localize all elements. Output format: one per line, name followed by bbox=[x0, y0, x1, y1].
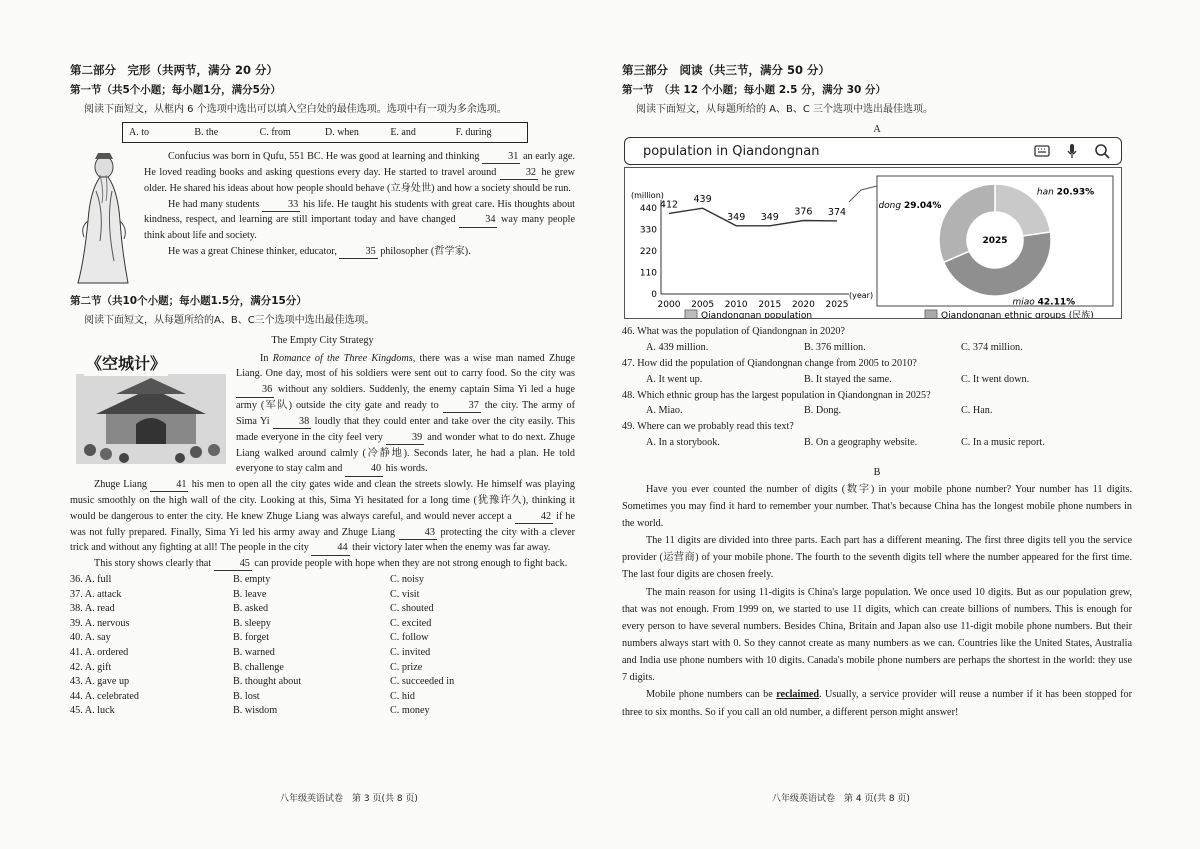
choice-39a[interactable]: 39. A. nervous bbox=[70, 617, 130, 629]
q47-option-b[interactable]: B. It stayed the same. bbox=[804, 373, 892, 385]
choice-41b[interactable]: B. warned bbox=[233, 647, 275, 658]
data-label: 349 bbox=[760, 212, 779, 224]
choice-41a[interactable]: 41. A. ordered bbox=[70, 647, 129, 658]
x-tick-label: 2000 bbox=[657, 300, 681, 311]
q47-option-a[interactable]: A. It went up. bbox=[646, 373, 703, 385]
q46-option-a[interactable]: A. 439 million. bbox=[646, 342, 709, 354]
choice-40b[interactable]: B. forget bbox=[233, 632, 270, 644]
choice-36b[interactable]: B. empty bbox=[233, 574, 271, 586]
blank-39[interactable]: 39 bbox=[386, 432, 424, 445]
blank-36[interactable]: 36 bbox=[236, 384, 274, 397]
y-tick-label: 440 bbox=[639, 204, 657, 215]
x-tick-label: 2025 bbox=[825, 300, 849, 311]
underlined-word: reclaimed bbox=[776, 689, 820, 701]
data-label: 376 bbox=[794, 206, 813, 218]
section1-instructions: 阅读下面短文，从框内 6 个选项中选出可以填入空白处的最佳选项。选项中有一项为多余选项。 bbox=[84, 104, 507, 116]
line-legend-swatch bbox=[685, 310, 697, 318]
illustration-caption: 《空城计》 bbox=[84, 352, 168, 377]
section2-title: 第二节（共10个小题；每小题1.5分，满分15分） bbox=[70, 295, 307, 308]
choice-43c[interactable]: C. succeeded in bbox=[390, 676, 455, 688]
option-c: C. from bbox=[259, 126, 291, 138]
confucius-illustration bbox=[70, 151, 136, 287]
q48-option-a[interactable]: A. Miao. bbox=[646, 405, 683, 417]
blank-44[interactable]: 44 bbox=[311, 542, 349, 555]
choice-39b[interactable]: B. sleepy bbox=[233, 617, 271, 629]
passage-b-paragraph-4: Mobile phone numbers can be reclaimed. Usually, a service provider will reuse a number if it has been stopped for three to six months. So if you call an old number, a different person might answer! bbox=[622, 689, 1132, 718]
blank-43[interactable]: 43 bbox=[399, 527, 437, 540]
choice-43a[interactable]: 43. A. gave up bbox=[70, 676, 130, 688]
section2-instructions: 阅读下面短文，从每题所给的A、B、C三个选项中选出最佳选项。 bbox=[84, 315, 375, 327]
choice-42a[interactable]: 42. A. gift bbox=[70, 661, 112, 673]
reading-section1-instructions: 阅读下面短文，从每题所给的 A、B、C 三个选项中选出最佳选项。 bbox=[636, 104, 934, 116]
choice-43b[interactable]: B. thought about bbox=[233, 676, 302, 688]
choice-40c[interactable]: C. follow bbox=[390, 632, 429, 644]
blank-37[interactable]: 37 bbox=[443, 400, 481, 413]
pie-legend-swatch bbox=[925, 310, 937, 318]
answer-choices bbox=[70, 573, 575, 719]
keyboard-icon[interactable] bbox=[1033, 142, 1051, 160]
search-icon[interactable] bbox=[1093, 142, 1111, 160]
population-chart-card bbox=[624, 137, 1124, 332]
choice-37a[interactable]: 37. A. attack bbox=[70, 588, 122, 600]
blank-35[interactable]: 35 bbox=[339, 246, 377, 259]
choice-38b[interactable]: B. asked bbox=[233, 603, 269, 615]
choice-44c[interactable]: C. hid bbox=[390, 690, 415, 702]
q46-option-b[interactable]: B. 376 million. bbox=[804, 342, 866, 354]
option-box bbox=[122, 122, 528, 144]
choice-45b[interactable]: B. wisdom bbox=[233, 705, 278, 717]
connector-line bbox=[849, 186, 877, 202]
part2-title: 第二部分 完形（共两节，满分 20 分） bbox=[70, 63, 279, 77]
blank-34[interactable]: 34 bbox=[459, 214, 497, 227]
option-d: D. when bbox=[324, 126, 359, 138]
choice-45a[interactable]: 45. A. luck bbox=[70, 705, 115, 717]
pie-label-han: han 20.93% bbox=[1036, 188, 1095, 199]
choice-42b[interactable]: B. challenge bbox=[233, 661, 284, 673]
y-tick-label: 110 bbox=[639, 268, 657, 279]
empty-city-illustration bbox=[76, 354, 226, 464]
option-b: B. the bbox=[194, 126, 219, 138]
data-label: 349 bbox=[727, 212, 746, 224]
passage-a-label: A bbox=[873, 123, 881, 135]
option-f: F. during bbox=[455, 126, 492, 138]
x-tick-label: 2020 bbox=[791, 300, 815, 311]
q46-option-c[interactable]: C. 374 million. bbox=[961, 342, 1023, 354]
search-text[interactable]: population in Qiandongnan bbox=[643, 144, 820, 160]
choice-44a[interactable]: 44. A. celebrated bbox=[70, 690, 140, 702]
option-a: A. to bbox=[129, 126, 149, 138]
x-tick-label: 2010 bbox=[724, 300, 748, 311]
x-tick-label: 2005 bbox=[691, 300, 715, 311]
left-page bbox=[70, 62, 575, 719]
choice-37b[interactable]: B. leave bbox=[233, 588, 267, 600]
charts-svg bbox=[625, 168, 1121, 318]
blank-40[interactable]: 40 bbox=[345, 463, 383, 476]
pie-label-miao: miao 42.11% bbox=[1012, 297, 1076, 308]
blank-33[interactable]: 33 bbox=[262, 199, 300, 212]
data-label: 412 bbox=[659, 199, 679, 211]
question-49: 49. Where can we probably read this text? bbox=[622, 421, 794, 433]
y-tick-label: 0 bbox=[651, 290, 657, 301]
blank-41[interactable]: 41 bbox=[150, 479, 188, 492]
choice-36a[interactable]: 36. A. full bbox=[70, 574, 112, 586]
part3-title: 第三部分 阅读（共三节，满分 50 分） bbox=[622, 63, 831, 77]
blank-42[interactable]: 42 bbox=[515, 511, 553, 524]
passage-b-paragraph-1: Have you ever counted the number of digits (数字) in your mobile phone number? Your number has 11 digits. Sometimes you may find it hard to remember your number. That's because China has the longest mobile phone numbers in the world. bbox=[622, 483, 1132, 529]
pie-label-dong: dong 29.04% bbox=[878, 201, 942, 212]
section1-title: 第一节（共5个小题；每小题1分，满分5分） bbox=[70, 83, 281, 96]
questions-46-49 bbox=[622, 324, 1132, 451]
q48-option-b[interactable]: B. Dong. bbox=[804, 405, 842, 417]
blank-45[interactable]: 45 bbox=[214, 558, 252, 571]
reading-section1-title: 第一节 （共 12 个小题；每小题 2.5 分，满分 30 分） bbox=[622, 83, 887, 96]
chart-panel bbox=[624, 167, 1122, 319]
passage-b-paragraph-2: The 11 digits are divided into three parts. Each part has a different meaning. The first three digits tell you the service provider (运营商) of your mobile phone. The fourth to the seventh digits tell where the number appeared for the first time. The last four digits are chosen freely. bbox=[622, 535, 1132, 581]
line-legend-label: Qiandongnan population bbox=[701, 311, 813, 319]
choice-36c[interactable]: C. noisy bbox=[390, 574, 424, 586]
q47-option-c[interactable]: C. It went down. bbox=[961, 373, 1030, 385]
x-axis-label: (year) bbox=[849, 291, 874, 301]
blank-31[interactable]: 31 bbox=[482, 151, 520, 164]
choice-45c[interactable]: C. money bbox=[390, 705, 430, 717]
blank-32[interactable]: 32 bbox=[500, 167, 538, 180]
choice-42c[interactable]: C. prize bbox=[390, 661, 423, 673]
blank-38[interactable]: 38 bbox=[273, 416, 311, 429]
pie-legend-label: Qiandongnan ethnic groups (民族) bbox=[941, 311, 1094, 319]
confucius-passage: Confucius was born in Qufu, 551 BC. He was good at learning and thinking 31 an early age. He loved reading books and asking questions every day. He started to travel around 32 he grew older. He shared his ideas about how people should behave (立身处世) and how a society should be run. He had many students 33 his life. He taught his students with great care. His thoughts about kindness, respect, and learning are still important today and have changed 34 way many people think about life and society. He was a great Chinese thinker, educator, 35 philosopher (哲学家). bbox=[70, 149, 575, 260]
question-48: 48. Which ethnic group has the largest population in Qiandongnan in 2025? bbox=[622, 389, 931, 401]
right-footer: 八年级英语试卷 第 4 页(共 8 页) bbox=[772, 794, 910, 804]
book-title: Romance of the Three Kingdoms bbox=[272, 352, 413, 364]
data-label: 374 bbox=[827, 207, 847, 219]
choice-37c[interactable]: C. visit bbox=[390, 588, 420, 600]
left-footer: 八年级英语试卷 第 3 页(共 8 页) bbox=[280, 794, 418, 804]
passage-b-paragraph-3: The main reason for using 11-digits is China's large population. We once used 10 digits. But as our population grew, that was not enough. From 1999 on, we started to use 11 digits, which can create billions of numbers. This is enough for every person to have several numbers. Besides China, Britain and Japan also use 11-digit mobile phone numbers. But their numbers always start with 0. So they cannot create as many numbers as we can. Countries like the United States, Australia and India use phone numbers with 10 digits. Canada's mobile phone numbers are perhaps the shortest in the world: they use 7 digits. bbox=[622, 586, 1132, 684]
pie-center-label: 2025 bbox=[982, 236, 1008, 247]
passage-b-label: B bbox=[873, 466, 881, 478]
y-tick-label: 330 bbox=[639, 225, 657, 236]
story-title: The Empty City Strategy bbox=[271, 334, 374, 346]
choice-38c[interactable]: C. shouted bbox=[390, 603, 434, 615]
passage-b bbox=[622, 481, 1132, 721]
data-label: 439 bbox=[693, 194, 712, 206]
right-page bbox=[622, 62, 1132, 721]
choice-44b[interactable]: B. lost bbox=[233, 690, 260, 702]
q49-option-b[interactable]: B. On a geography website. bbox=[804, 437, 918, 449]
question-46: 46. What was the population of Qiandongnan in 2020? bbox=[622, 326, 846, 338]
y-axis-label: (million) bbox=[631, 191, 664, 201]
option-e: E. and bbox=[390, 126, 416, 138]
empty-city-passage: 《空城计》 In Romance of the Three Kingdoms, there was a wise man named Zhuge Liang. One day, most of his soldiers were sent out to carry food. So the city was 36 without any soldiers. Suddenly, the enemy captain Sima Yi led a huge army (军队) outside the city gate and ready to 37 the city. The army of Sima Yi 38 loudly that they could enter and take over the city easily. This made everyone in the city feel very 39 and wonder what to do next. Zhuge Liang walked around calmly (冷静地). Seconds later, he had a plan. He told everyone to stay calm and 40 his words. Zhuge Liang 41 his men to open all the city gates wide and clean the streets slowly. He himself was playing music smoothly on the high wall of the city. Looking at this, Sima Yi hesitated for a long time (犹豫许久), thinking it would be dangerous to enter the city. He knew Zhuge Liang was always careful, and would never accept a 42 if he was not fully prepared. Finally, Sima Yi led his army away and Zhuge Liang 43 protecting the city with a clever trick and without any fighting at all! The people in the city 44 their victory later when the enemy was far away. This story shows clearly that 45 can provide people with hope when they are not strong enough to fight back. bbox=[70, 351, 575, 572]
question-47: 47. How did the population of Qiandongnan change from 2005 to 2010? bbox=[622, 358, 917, 370]
choice-39c[interactable]: C. excited bbox=[390, 617, 432, 629]
x-tick-label: 2015 bbox=[758, 300, 782, 311]
q49-option-c[interactable]: C. In a music report. bbox=[961, 437, 1045, 449]
choice-40a[interactable]: 40. A. say bbox=[70, 632, 111, 644]
choice-38a[interactable]: 38. A. read bbox=[70, 603, 115, 615]
y-tick-label: 220 bbox=[639, 247, 657, 258]
microphone-icon[interactable] bbox=[1063, 142, 1081, 160]
choice-41c[interactable]: C. invited bbox=[390, 647, 431, 658]
q49-option-a[interactable]: A. In a storybook. bbox=[646, 437, 720, 449]
search-bar[interactable] bbox=[624, 137, 1122, 165]
q48-option-c[interactable]: C. Han. bbox=[961, 405, 993, 417]
